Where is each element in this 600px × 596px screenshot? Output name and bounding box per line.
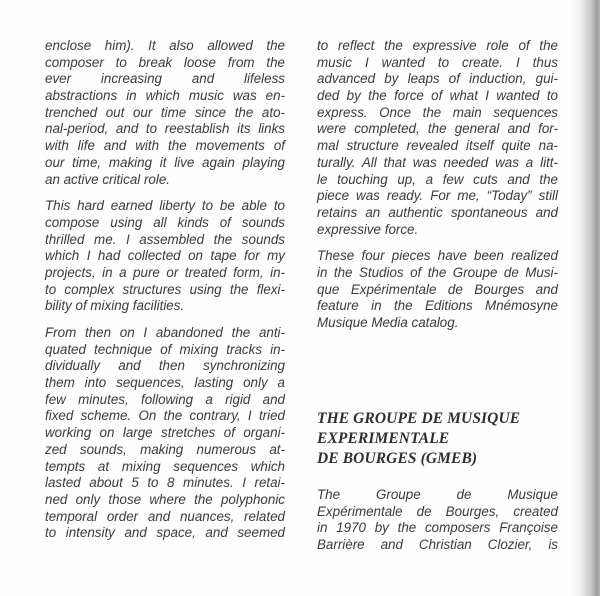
paragraph-gap (45, 188, 285, 198)
left-column (45, 38, 285, 542)
text-line: music I wanted to create. I thus (317, 54, 558, 70)
text-line: nal-period, and to reestablish its links (45, 121, 285, 137)
heading-line: DE BOURGES (GMEB) (317, 450, 478, 467)
text-line: enclose him). It also allowed the (45, 38, 285, 53)
text-line: advanced by leaps of induction, gui- (317, 71, 558, 87)
text-line: Musique Media catalog. (317, 315, 459, 330)
text-line: composer to break loose from the (45, 54, 285, 70)
text-line: ded by the force of what I wanted to (317, 88, 558, 104)
text-line: turally. All that was needed was a litt- (317, 154, 558, 170)
text-line: These four pieces have been realized (317, 248, 558, 264)
text-line: express. Once the main sequences (317, 104, 558, 120)
text-line: le touching up, a few cuts and the (317, 171, 558, 187)
text-line: tempts at mixing sequences which (45, 458, 285, 474)
text-line: piece was ready. For me, “Today” still (317, 188, 558, 204)
paragraph (45, 198, 285, 315)
heading-line: THE GROUPE DE MUSIQUE (317, 410, 521, 427)
right-column (317, 38, 558, 332)
text-line: in 1970 by the composers Françoise (317, 520, 558, 536)
text-line: The Groupe de Musique (317, 487, 558, 502)
text-line: few minutes, following a rigid and (45, 391, 285, 407)
text-line: to reflect the expressive role of the (317, 38, 558, 53)
heading-line: EXPERIMENTALE (317, 430, 450, 447)
text-line: compose using all kinds of sounds (45, 214, 285, 230)
page-edge-shadow (570, 0, 600, 596)
text-line: This hard earned liberty to be able to (45, 198, 285, 214)
paragraph (45, 38, 285, 188)
text-line: to intensity and space, and seemed (45, 525, 285, 541)
text-line: an active critical role. (45, 171, 171, 187)
section-paragraph (317, 487, 558, 554)
text-line: que Expérimentale de Bourges and (317, 281, 558, 297)
paragraph (45, 325, 285, 542)
text-line: in the Studios of the Groupe de Musi- (317, 264, 558, 280)
text-line: retains an authentic spontaneous and (317, 204, 558, 220)
text-line: dividually and then synchronizing (45, 358, 285, 374)
text-line: projects, in a pure or treated form, in- (45, 264, 285, 280)
text-line: ever increasing and lifeless (45, 71, 285, 87)
text-line: working on large stretches of organi- (45, 425, 285, 441)
text-line: Barrière and Christian Clozier, is (317, 537, 558, 553)
text-line: them into sequences, lasting only a (45, 375, 285, 391)
paragraph (317, 38, 558, 238)
text-line: ned only those where the polyphonic (45, 491, 285, 507)
paragraph-gap (45, 315, 285, 325)
text-line: expressive force. (317, 221, 419, 237)
text-line: zed sounds, making numerous at- (45, 441, 285, 457)
text-line: lasted about 5 to 8 minutes. I retai- (45, 475, 285, 491)
text-line: trenched out our time since the ato- (45, 104, 285, 120)
text-line: temporal order and nuances, related (45, 508, 285, 524)
text-line: with life and with the movements of (45, 138, 285, 154)
text-line: fixed scheme. On the contrary, I tried (45, 408, 285, 424)
section-heading (317, 409, 520, 469)
text-line: bility of mixing facilities. (45, 298, 185, 314)
text-line: abstractions in which music was en- (45, 88, 285, 104)
text-line: mal structure revealed itself quite na- (317, 138, 558, 154)
text-line: to complex structures using the flexi- (45, 281, 285, 297)
text-line: feature in the Editions Mnémosyne (317, 298, 558, 314)
text-line: Expérimentale de Bourges, created (317, 503, 558, 519)
text-line: quated technique of mixing tracks in- (45, 341, 285, 357)
paragraph (317, 248, 558, 331)
text-line: which I had collected on tape for my (45, 248, 285, 264)
text-line: From then on I abandoned the anti- (45, 325, 285, 340)
text-line: thrilled me. I assembled the sounds (45, 231, 285, 247)
text-line: our time, making it live again playing (45, 154, 285, 170)
text-line: were completed, the general and for- (317, 121, 558, 137)
paragraph-gap (317, 238, 558, 248)
